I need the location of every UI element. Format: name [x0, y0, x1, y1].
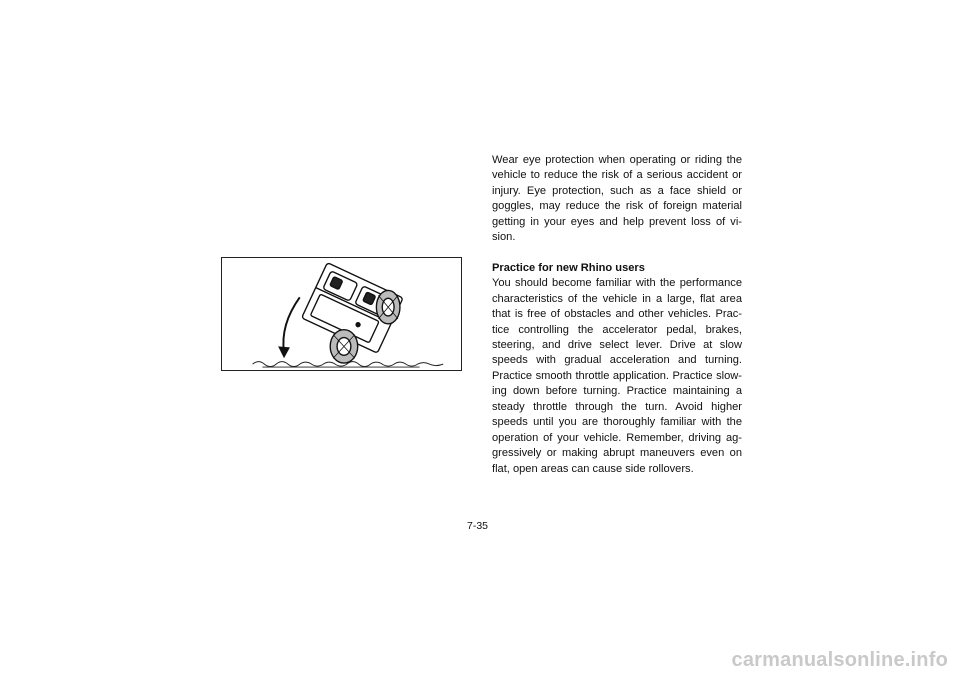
practice-paragraph: You should become familiar with the performance characteristics of the vehicle in a large, flat area that is free of obstacles and other vehicles. Prac-tice controlling the accelerator pedal, brakes, steering, and drive select lever. Drive at slow speeds with gradual acceleration and turning. Practice smooth throttle application. Practice slow-ing down before turning. Practice maintaining a steady throttle through the turn. Avoid higher speeds until you are thoroughly familiar with the operation of your vehicle. Remember, driving ag-gressively or making abrupt maneuvers even on flat, open areas can cause side rollovers.	[492, 277, 742, 475]
site-watermark: carmanualsonline.info	[731, 649, 948, 671]
eye-protection-paragraph: Wear eye protection when operating or riding the vehicle to reduce the risk of a serious accident or injury. Eye protection, such as a face shield or goggles, may reduce the risk of foreign material getting in your eyes and help prevent loss of vi-sion.	[492, 154, 742, 244]
paragraph-gap	[492, 246, 742, 261]
text-column	[492, 153, 742, 477]
front-wheel	[330, 330, 358, 363]
page-number: 7-35	[467, 520, 489, 532]
rollover-arrow	[278, 297, 300, 358]
rear-wheel	[376, 290, 400, 323]
tipping-vehicle-drawing	[222, 258, 461, 370]
section-heading: Practice for new Rhino users	[492, 261, 645, 274]
rollover-illustration	[221, 257, 462, 371]
